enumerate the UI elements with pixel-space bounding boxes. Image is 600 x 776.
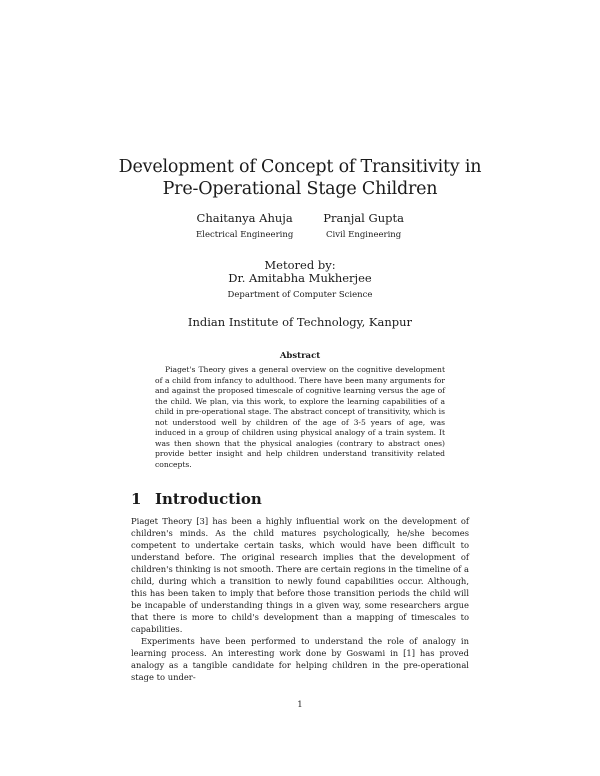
author-name: Pranjal Gupta	[323, 211, 404, 225]
section-title: Introduction	[155, 490, 262, 508]
author-list	[0, 210, 600, 242]
introduction-body	[131, 515, 469, 683]
author-1	[196, 210, 293, 242]
paragraph: Experiments have been performed to understand the role of analogy in learning process. An interesting work done by Goswami in [1] has proved analogy as a tangible candidate for helping children in the pre-operational stage to under-	[131, 636, 469, 682]
institute-name: Indian Institute of Technology, Kanpur	[187, 315, 413, 329]
section-heading	[131, 489, 262, 509]
paper-title	[0, 156, 600, 200]
section-number: 1	[131, 490, 142, 508]
author-name: Chaitanya Ahuja	[196, 211, 293, 225]
title-line-1: Development of Concept of Transitivity in	[118, 157, 482, 177]
author-department: Civil Engineering	[325, 230, 402, 240]
abstract-text: Piaget's Theory gives a general overview on the cognitive development of a child from infancy to adulthood. There have been many arguments for and against the proposed timescale of cognitive learning versus the age of the child. We plan, via this work, to explore the learning capabilities of a child in pre-operational stage. The abstract concept of transitivity, which is not understood well by children of the age of 3-5 years of age, was induced in a group of children using physical analogy of a train system. It was then shown that the physical analogies (contrary to abstract ones) provide better insight and help children understand transitivity related concepts.	[155, 365, 445, 469]
mentor-department: Department of Computer Science	[227, 290, 373, 300]
mentor-name: Dr. Amitabha Mukherjee	[228, 271, 372, 285]
mentor-block	[0, 259, 600, 302]
title-line-2: Pre-Operational Stage Children	[162, 179, 438, 199]
author-department: Electrical Engineering	[196, 230, 294, 240]
author-2	[323, 210, 404, 242]
abstract-heading: Abstract	[279, 351, 321, 361]
mentor-label: Metored by:	[264, 258, 336, 272]
paragraph: Piaget Theory [3] has been a highly influential work on the development of children's minds. As the child matures psychologically, he/she becomes competent to undertake certain tasks, which would have been difficult to understand before. The original research implies that the development of children's thinking is not smooth. There are certain regions in the timeline of a child, during which a transition to newly found capabilities occur. Although, this has been taken to imply that before those transition periods the child will be incapable of understanding things in a given way, some researchers argue that there is more to child's development than a mapping of timescales to capabilities.	[131, 516, 469, 634]
page-number: 1	[297, 700, 303, 710]
